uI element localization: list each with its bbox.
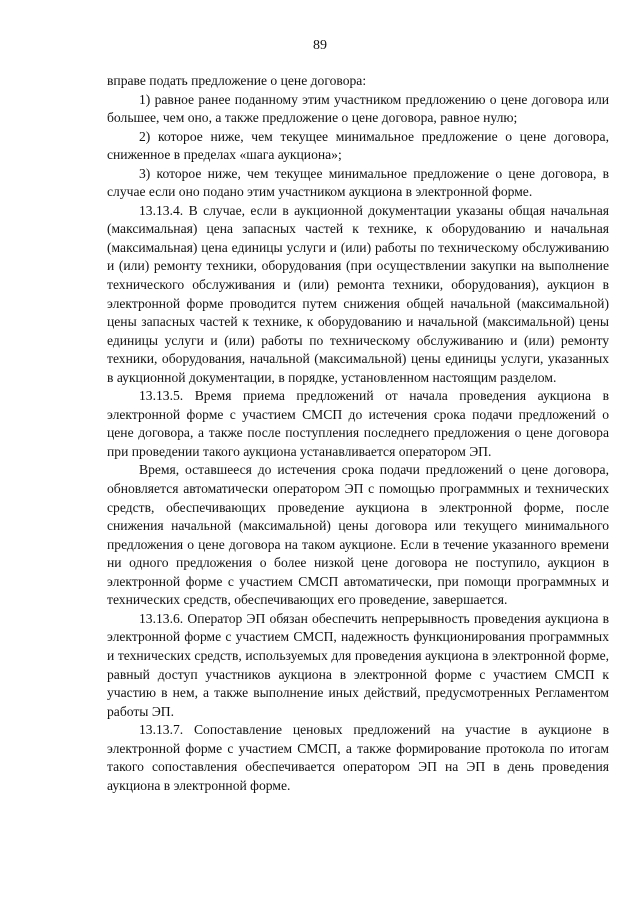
paragraph-intro: вправе подать предложение о цене договора: (107, 73, 367, 88)
list-item-1: 1) равное ранее поданному этим участником предложению о цене договора или большее, чем оно, а также предложение о цене договора, равное нулю; (107, 91, 609, 126)
list-item-3: 3) которое ниже, чем текущее минимальное предложение о цене договора, в случае если оно подано этим участником аукциона в электронной форме. (107, 165, 609, 200)
paragraph-13-13-7: 13.13.7. Сопоставление ценовых предложений на участие в аукционе в электронной форме с участием СМСП, а также формирование протокола по итогам такого сопоставления обеспечивается оператором ЭП на ЭП в день проведения аукциона в электронной форме. (107, 722, 609, 793)
page-number: 89 (313, 38, 327, 53)
list-item-2: 2) которое ниже, чем текущее минимальное предложение о цене договора, сниженное в пределах «шага аукциона»; (107, 128, 609, 163)
paragraph-13-13-5: 13.13.5. Время приема предложений от начала проведения аукциона в электронной форме с участием СМСП до истечения срока подачи предложений о цене договора, а также после поступления последнего предложения о цене договора при проведении такого аукциона устанавливается оператором ЭП. (107, 388, 609, 459)
paragraph-13-13-6: 13.13.6. Оператор ЭП обязан обеспечить непрерывность проведения аукциона в электронной форме с участием СМСП, надежность функционирования программных и технических средств, используемых для проведения аукциона в электронной форме, равный доступ участников аукциона в электронной форме с участием СМСП к участию в нем, а также выполнение иных действий, предусмотренных Регламентом работы ЭП. (107, 610, 609, 719)
paragraph-time-remaining: Время, оставшееся до истечения срока подачи предложений о цене договора, обновляется автоматически оператором ЭП с помощью программных и технических средств, обеспечивающих проведение аукциона в электронной форме, после снижения начальной (максимальной) цены договора или текущего минимального предложения о цене договора на таком аукционе. Если в течение указанного времени ни одного предложения о более низкой цене договора не поступило, аукцион в электронной форме с участием СМСП автоматически, при помощи программных и технических средств, обеспечивающих его проведение, завершается. (107, 462, 609, 608)
paragraph-13-13-4: 13.13.4. В случае, если в аукционной документации указаны общая начальная (максимальная) цена запасных частей к технике, к оборудованию и начальная (максимальная) цена единицы услуги и (или) работы по техническому обслуживанию и (или) ремонту техники, оборудования (при осуществлении закупки на выполнение технического обслуживания и (или) ремонта техники, оборудования), аукцион в электронной форме проводится путем снижения общей начальной (максимальной) цены запасных частей к технике, к оборудованию и начальной (максимальной) цены единицы услуги и (или) работы по техническому обслуживанию и (или) ремонту техники, оборудования, начальной (максимальной) цены единицы услуги, указанных в аукционной документации, в порядке, установленном настоящим разделом. (107, 202, 609, 385)
document-body (107, 72, 609, 795)
